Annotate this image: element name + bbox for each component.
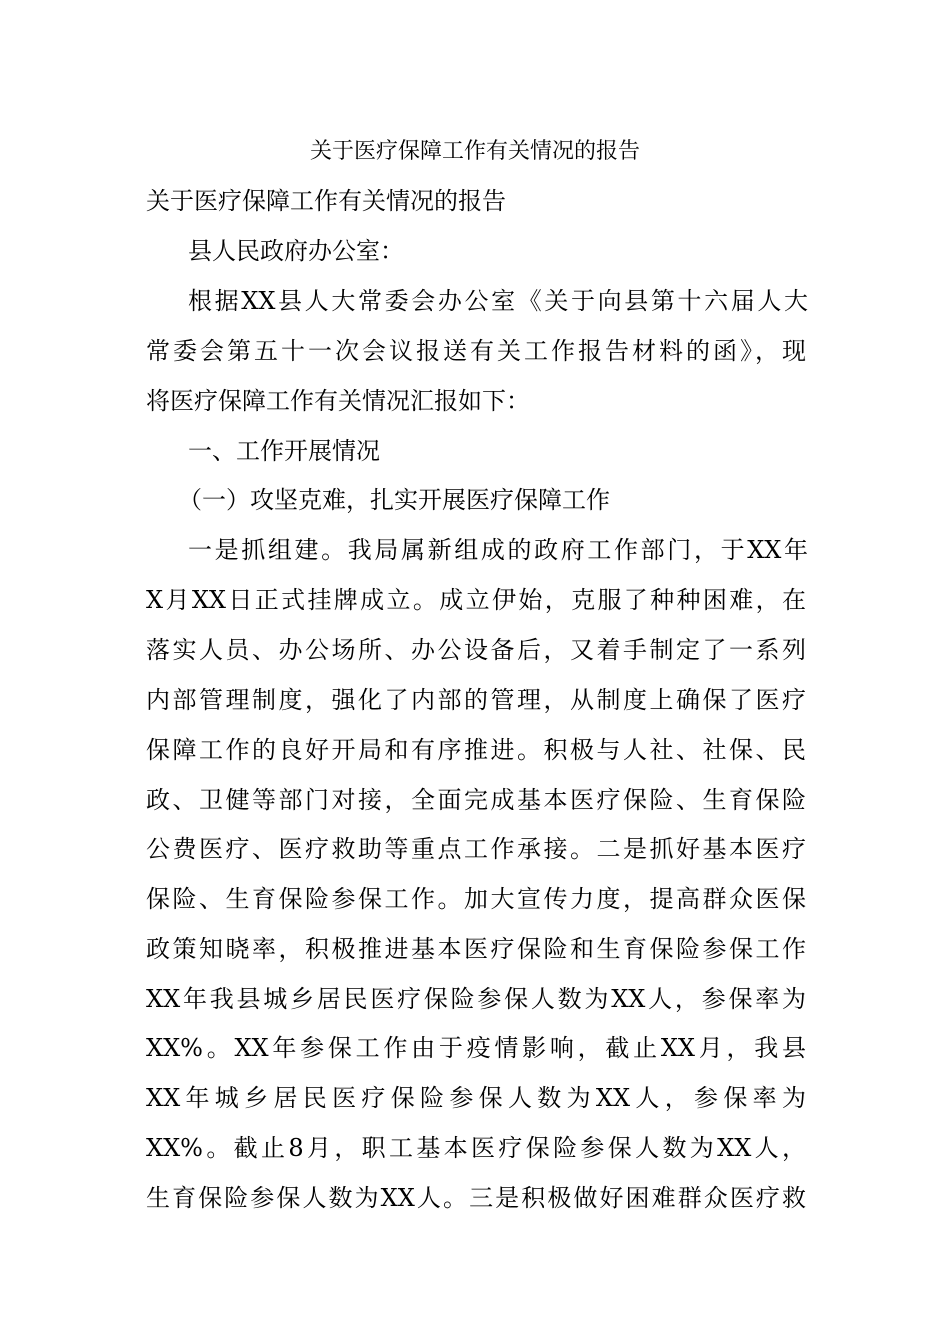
salutation: 县人民政府办公室：: [188, 237, 404, 265]
section-heading: 一、工作开展情况: [188, 437, 380, 465]
body-line: 保障工作的良好开局和有序推进。积极与人社、社保、民: [146, 736, 806, 764]
body-line: 政策知晓率，积极推进基本医疗保险和生育保险参保工作: [146, 935, 806, 963]
body-line: XX%。XX年参保工作由于疫情影响，截止XX月，我县: [146, 1034, 806, 1062]
body-line: 公费医疗、医疗救助等重点工作承接。二是抓好基本医疗: [146, 835, 806, 863]
body-line: X月XX日正式挂牌成立。成立伊始，克服了种种困难，在: [146, 586, 806, 614]
body-line: XX年城乡居民医疗保险参保人数为XX人，参保率为: [146, 1084, 806, 1112]
body-line: XX年我县城乡居民医疗保险参保人数为XX人，参保率为: [146, 985, 806, 1013]
body-line: 保险、生育保险参保工作。加大宣传力度，提高群众医保: [146, 885, 806, 913]
body-line: 将医疗保障工作有关情况汇报如下：: [146, 387, 530, 415]
body-line: 生育保险参保人数为XX人。三是积极做好困难群众医疗救: [146, 1184, 806, 1212]
document-subtitle: 关于医疗保障工作有关情况的报告: [146, 187, 506, 215]
body-line: 内部管理制度，强化了内部的管理，从制度上确保了医疗: [146, 686, 806, 714]
body-line: 根据XX县人大常委会办公室《关于向县第十六届人大: [188, 287, 808, 315]
body-line: 常委会第五十一次会议报送有关工作报告材料的函》，现: [146, 337, 806, 365]
document-title: 关于医疗保障工作有关情况的报告: [309, 139, 640, 164]
body-line: 政、卫健等部门对接，全面完成基本医疗保险、生育保险: [146, 786, 806, 814]
subsection-heading: （一）攻坚克难，扎实开展医疗保障工作: [178, 486, 610, 514]
body-line: XX%。截止8月，职工基本医疗保险参保人数为XX人，: [146, 1134, 806, 1162]
body-line: 落实人员、办公场所、办公设备后，又着手制定了一系列: [146, 636, 806, 664]
body-line: 一是抓组建。我局属新组成的政府工作部门，于XX年: [188, 536, 808, 564]
